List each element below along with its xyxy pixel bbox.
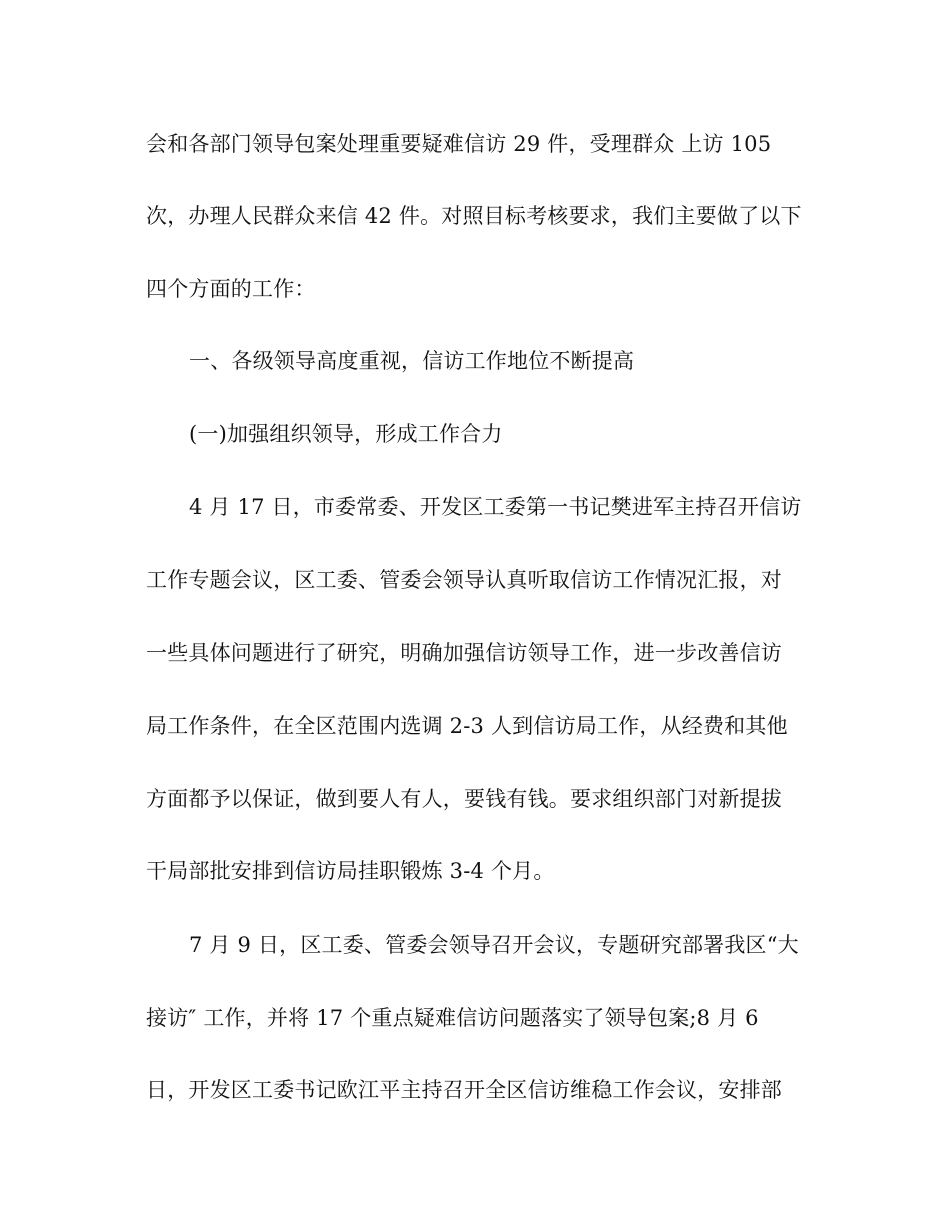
text-line: 四个方面的工作： <box>146 277 316 301</box>
text-line: 会和各部门领导包案处理重要疑难信访 29 件，受理群众 上访 105 <box>146 132 772 156</box>
text-line: 一些具体问题进行了研究，明确加强信访领导工作，进一步改善信访 <box>146 641 782 665</box>
text-line: 局工作条件，在全区范围内选调 2-3 人到信访局工作，从经费和其他 <box>146 714 788 738</box>
text-line: 次，办理人民群众来信 42 件。对照目标考核要求，我们主要做了以下 <box>146 204 802 228</box>
text-line: 日，开发区工委书记欧江平主持召开全区信访维稳工作会议，安排部 <box>146 1078 782 1102</box>
subsection-heading: (一)加强组织领导，形成工作合力 <box>189 422 503 446</box>
text-line: 4 月 17 日，市委常委、开发区工委第一书记樊进军主持召开信访 <box>189 495 802 519</box>
text-line: 干局部批安排到信访局挂职锻炼 3-4 个月。 <box>146 859 555 883</box>
text-line: 方面都予以保证，做到要人有人，要钱有钱。要求组织部门对新提拔 <box>146 787 782 811</box>
text-line: 7 月 9 日，区工委、管委会领导召开会议，专题研究部署我区“大 <box>189 933 799 957</box>
section-heading: 一、各级领导高度重视，信访工作地位不断提高 <box>189 349 635 373</box>
text-line: 工作专题会议，区工委、管委会领导认真听取信访工作情况汇报，对 <box>146 568 782 592</box>
text-line: 接访″ 工作，并将 17 个重点疑难信访问题落实了领导包案;8 月 6 <box>146 1006 759 1030</box>
